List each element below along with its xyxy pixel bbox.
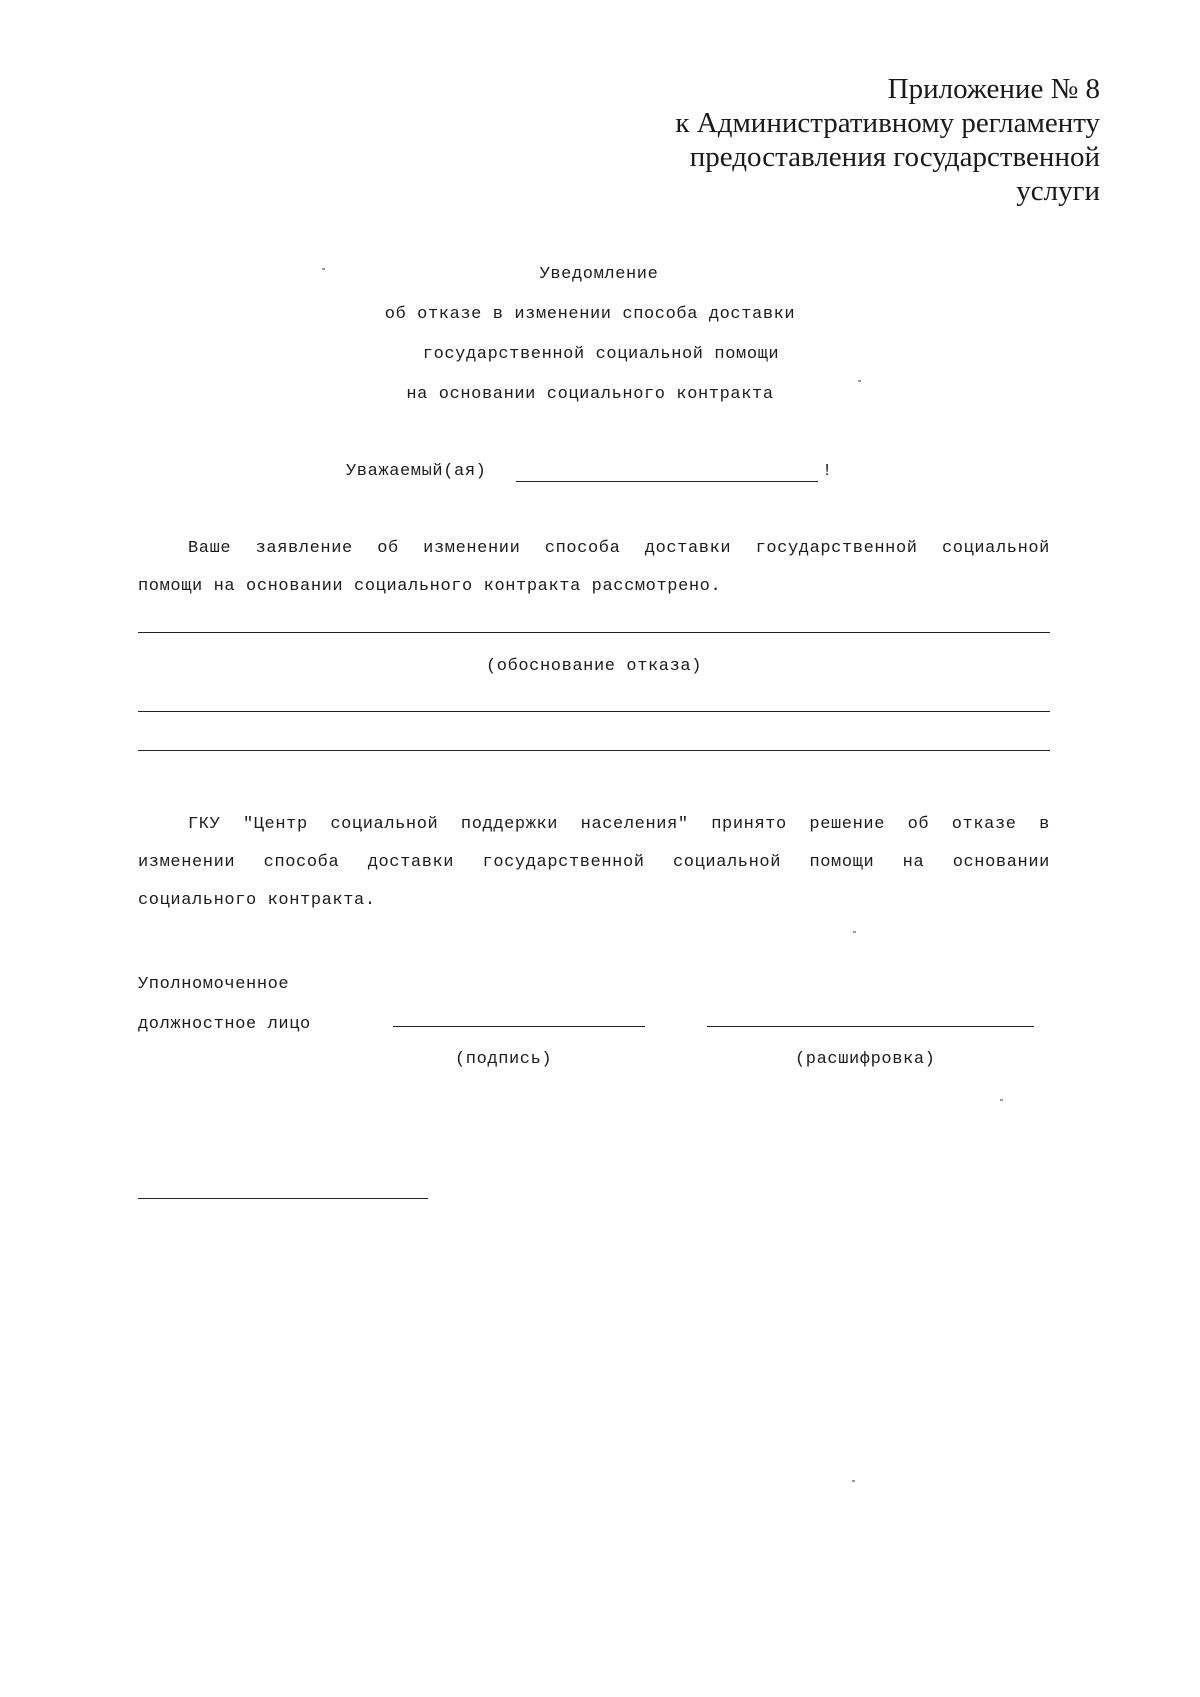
paragraph-word: отказе [951, 815, 1017, 834]
paragraph-row [138, 844, 1050, 882]
paragraph-word: изменении [423, 539, 521, 558]
paragraph-word: доставки [367, 853, 455, 872]
notice-subtitle-line: государственной социальной помощи [422, 345, 780, 364]
paragraph-word: поддержки [460, 815, 559, 834]
paragraph-word: способа [544, 539, 621, 558]
paragraph-word: государственной [755, 539, 918, 558]
paragraph-word: на [902, 853, 925, 872]
paragraph-word: доставки [644, 539, 732, 558]
scan-speck [853, 931, 856, 933]
paragraph-word: заявление [255, 539, 353, 558]
decoding-caption: (расшифровка) [795, 1050, 936, 1069]
official-label-line: должностное лицо [138, 1015, 311, 1034]
paragraph-word: социальной [941, 539, 1050, 558]
decision-paragraph [138, 806, 1050, 926]
paragraph-word: социальной [330, 815, 439, 834]
reason-blank-line [138, 711, 1050, 712]
recipient-name-blank [516, 481, 818, 482]
paragraph-word: об [377, 539, 399, 558]
paragraph-word: в [1039, 815, 1050, 834]
paragraph-word: об [907, 815, 930, 834]
paragraph-row [138, 806, 1050, 844]
reason-blank-line [138, 632, 1050, 633]
paragraph-row: социального контракта. [138, 891, 376, 910]
paragraph-word: населения" [580, 815, 689, 834]
appendix-reference-end: услуги [1016, 175, 1100, 207]
paragraph-word: основании [952, 853, 1050, 872]
notice-title [240, 255, 940, 415]
paragraph-word: "Центр [242, 815, 308, 834]
notice-title-line: Уведомление [539, 265, 659, 284]
scan-speck [852, 1480, 855, 1482]
appendix-number: Приложение № 8 [887, 73, 1100, 105]
signature-caption: (подпись) [455, 1050, 553, 1069]
authorized-official-label [138, 965, 311, 1045]
official-label-line: Уполномоченное [138, 975, 290, 994]
appendix-reference-cont: предоставления государственной [689, 141, 1100, 173]
greeting-exclamation: ! [822, 462, 833, 481]
paragraph-word: изменении [138, 853, 236, 872]
scan-speck [322, 268, 325, 270]
paragraph-word: социальной [672, 853, 782, 872]
paragraph-word: Ваше [188, 539, 232, 558]
notice-subtitle-line: об отказе в изменении способа доставки [384, 305, 796, 324]
paragraph-word: решение [809, 815, 886, 834]
footnote-separator [138, 1198, 428, 1199]
reason-caption: (обоснование отказа) [485, 657, 703, 676]
paragraph-word: помощи [809, 853, 875, 872]
paragraph-word: ГКУ [188, 815, 221, 834]
paragraph-word: государственной [482, 853, 645, 872]
paragraph-row [138, 530, 1050, 568]
signature-blank-line [393, 1026, 645, 1027]
scan-speck [1000, 1099, 1003, 1101]
scan-speck [858, 380, 861, 382]
greeting-label: Уважаемый(ая) [346, 462, 487, 481]
paragraph-word: способа [263, 853, 340, 872]
paragraph-word: принято [711, 815, 787, 834]
application-paragraph [138, 530, 1050, 606]
appendix-header [500, 72, 1100, 208]
appendix-reference: к Административному регламенту [675, 107, 1100, 139]
decoding-blank-line [707, 1026, 1034, 1027]
paragraph-row: помощи на основании социального контракта рассмотрено. [138, 577, 722, 596]
notice-subtitle-line: на основании социального контракта [406, 385, 774, 404]
reason-blank-line [138, 750, 1050, 751]
